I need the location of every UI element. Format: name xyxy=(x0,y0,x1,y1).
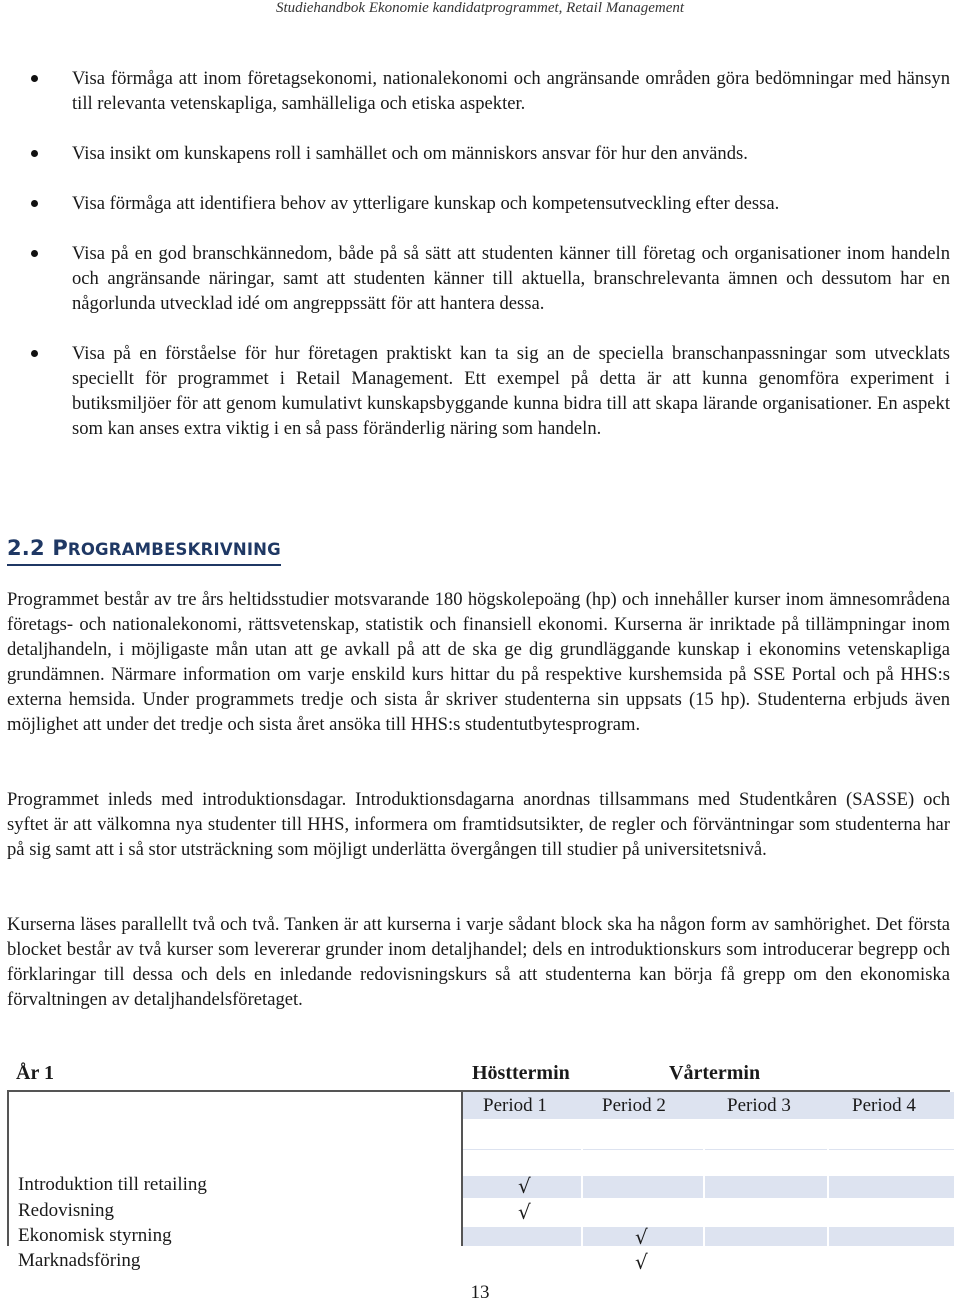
course-name: Introduktion till retailing xyxy=(18,1174,207,1195)
running-header: Studiehandbok Ekonomie kandidatprogrammet, Retail Management xyxy=(275,0,685,16)
bullet-dot-icon xyxy=(31,75,38,82)
section-number: 2.2 xyxy=(7,536,45,560)
bullet-item xyxy=(30,191,950,216)
check-mark-icon: √ xyxy=(518,1200,531,1224)
body-paragraph: Programmet inleds med introduktionsdagar. Introduktionsdagarna anordnas tillsammans med Studentkåren (SASSE) och syftet är att välkomna nya studenter till HHS, informera om framtidsutsikter, de regler och förväntningar som studenterna har på sig samt att i så stor utsträckning som möjligt underlätta övergången till studier på universitetsnivå. xyxy=(7,789,950,860)
check-mark-icon: √ xyxy=(635,1250,648,1274)
grid-row xyxy=(463,1149,954,1176)
section-title-initial: P xyxy=(52,536,68,560)
body-paragraph: Kurserna läses parallellt två och två. Tanken är att kurserna i varje sådant block ska ha någon form av samhörighet. Det första blocket består av två kurser som levererar grunder inom detaljhandel; dels en introduktionskurs som introducerar begrepp och förklaringar till dessa och dels en inledande redovisningskurs så att studenterna kan börja få grepp om den ekonomiska förvaltningen av detaljhandelsföretaget. xyxy=(7,914,950,1010)
spring-term-label: Vårtermin xyxy=(669,1062,761,1084)
grid-row xyxy=(463,1176,954,1198)
bullet-text: Visa förmåga att identifiera behov av ytterligare kunskap och kompetensutveckling efter dessa. xyxy=(72,193,780,214)
schedule-header-row xyxy=(7,1060,950,1092)
year-label: År 1 xyxy=(16,1062,54,1084)
period-label: Period 4 xyxy=(852,1095,916,1116)
period-label: Period 2 xyxy=(602,1095,666,1116)
course-schedule-table xyxy=(7,1060,950,1274)
bullet-text: Visa på en förståelse för hur företagen praktiskt kan ta sig an de speciella branschanpassningar som utvecklats speciellt för programmet i Retail Management. Ett exempel på detta är att kunna genomföra experiment i butiksmiljöer för att genom kumulativt kunskapsbyggande kunna bidra till att skapa lärande organisationer. En aspekt som kan anses extra viktig i en så pass föränderlig näring som handeln. xyxy=(72,343,950,439)
schedule-body xyxy=(7,1092,950,1274)
body-paragraph: Programmet består av tre års heltidsstudier motsvarande 180 högskolepoäng (hp) och innehåller kurser inom ämnesområdena företags- och nationalekonomi, rättsvetenskap, statistik och finansiell ekonomi. Kurserna är inriktade på tillämpningar inom detaljhandeln, i möjligaste mån utan att ge avkall på att de ska ge dig grundläggande kunskap i ekonomins vetenskapliga grundämnen. Närmare information om varje enskild kurs hittar du på respektive kurshemsida på SSE Portal och på HHS:s externa hemsida. Under programmets tredje och sista år skriver studenterna sin uppsats (15 hp). Studenterna erbjuds även möjlighet att under det tredje och sista året ansöka till HHS:s studentutbytesprogram. xyxy=(7,589,950,735)
bullet-item xyxy=(30,341,950,441)
outcome-bullet-list xyxy=(30,66,950,466)
autumn-term-label: Hösttermin xyxy=(472,1062,570,1084)
bullet-text: Visa på en god branschkännedom, både på så sätt att studenten känner till företag och organisationer inom handeln och angränsande näringar, samt att studenten känner till aktuella, branschrelevanta ämnen och dessutom har en någorlunda utvecklad idé om angreppssätt för att hantera dessa. xyxy=(72,243,950,314)
bullet-text: Visa förmåga att inom företagsekonomi, nationalekonomi och angränsande områden göra bedömningar med hänsyn till relevanta vetenskapliga, samhälleliga och etiska aspekter. xyxy=(72,68,950,114)
bullet-item xyxy=(30,141,950,166)
section-heading xyxy=(7,534,281,566)
check-mark-icon: √ xyxy=(635,1225,648,1249)
period-label: Period 3 xyxy=(727,1095,791,1116)
grid-divider xyxy=(827,1119,829,1246)
bullet-item xyxy=(30,66,950,116)
bullet-dot-icon xyxy=(31,200,38,207)
grid-line xyxy=(463,1149,954,1150)
section-title-rest: ROGRAMBESKRIVNING xyxy=(67,540,281,559)
course-name: Redovisning xyxy=(18,1200,115,1221)
bullet-item xyxy=(30,241,950,316)
grid-divider xyxy=(703,1119,705,1246)
period-label: Period 1 xyxy=(483,1095,547,1116)
bullet-text: Visa insikt om kunskapens roll i samhället och om människors ansvar för hur den används. xyxy=(72,143,748,164)
bullet-dot-icon xyxy=(31,150,38,157)
grid-divider xyxy=(581,1119,583,1246)
check-mark-icon: √ xyxy=(518,1174,531,1198)
grid-row xyxy=(463,1227,954,1246)
period-grid xyxy=(461,1092,954,1246)
page-number: 13 xyxy=(470,1282,490,1303)
bullet-dot-icon xyxy=(31,350,38,357)
course-name: Ekonomisk styrning xyxy=(18,1225,172,1246)
grid-spacer-row xyxy=(463,1119,954,1141)
bullet-dot-icon xyxy=(31,250,38,257)
course-name: Marknadsföring xyxy=(18,1250,141,1271)
period-header-row xyxy=(463,1092,954,1119)
